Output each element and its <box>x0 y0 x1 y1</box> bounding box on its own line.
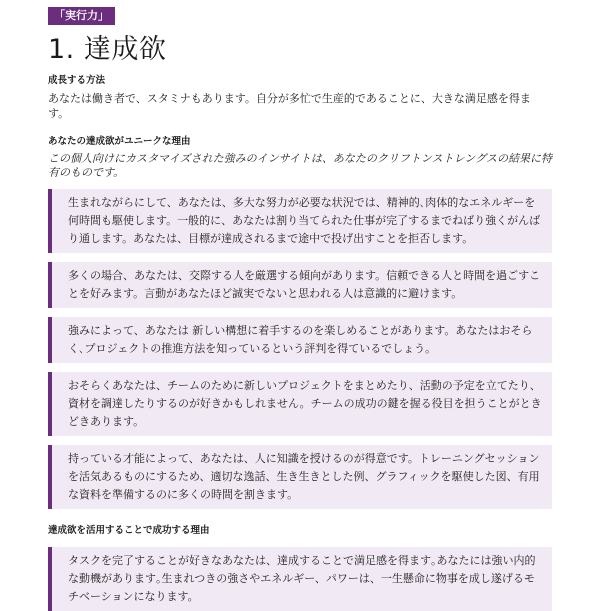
insight-box: 生まれながらにして、あなたは、多大な努力が必要な状況では、精神的､肉体的なエネルギーを何時間も駆使します。一般的に、あなたは割り当てられた仕事が完了するまでねばり強くがんばり通します。あなたは、目標が達成されるまで途中で投げ出すことを拒否します。 <box>48 189 552 253</box>
unique-heading: あなたの達成欲がユニークな理由 <box>48 136 191 147</box>
document-page <box>48 4 552 611</box>
growth-text: あなたは働き者で、スタミナもあります。自分が多忙で生産的であることに、大きな満足感を得ます。 <box>48 92 531 120</box>
insight-box: 強みによって、あなたは 新しい構想に着手するのを楽しめることがあります。あなたはおそらく､プロジェクトの推進方法を知っているという評判を得ているでしょう。 <box>48 317 552 363</box>
success-box: タスクを完了することが好きなあなたは、達成することで満足感を得ます｡あなたには強い内的な動機があります｡生まれつきの強さやエネルギー、パワーは、一生懸命に物事を成し遂げるモチベーションになります。 <box>48 547 552 611</box>
insight-box: 多くの場合、あなたは、交際する人を厳選する傾向があります。信頼できる人と時間を過ごすことを好みます。言動があなたほど誠実でないと思われる人は意識的に避けます。 <box>48 262 552 308</box>
unique-intro: この個人向けにカスタマイズされた強みのインサイトは、あなたのクリフトンストレングスの結果に特有のものです。 <box>48 152 552 179</box>
insight-box: おそらくあなたは、チームのために新しいプロジェクトをまとめたり、活動の予定を立てたり、資材を調達したりするのが好きかもしれません。チームの成功の鍵を握る役目を担うことがときどきあります。 <box>48 372 552 436</box>
page-title: 1. 達成欲 <box>48 34 167 65</box>
insight-box: 持っている才能によって、あなたは、人に知識を授けるのが得意です。トレーニングセッションを活気あるものにするため、適切な逸話、生き生きとした例、グラフィックを駆使した図、有用な資料を準備するのに多くの時間を割きます。 <box>48 445 552 509</box>
section-tag: 「実行力」 <box>48 7 115 25</box>
success-heading: 達成欲を活用することで成功する理由 <box>48 525 210 536</box>
growth-heading: 成長する方法 <box>48 75 106 86</box>
